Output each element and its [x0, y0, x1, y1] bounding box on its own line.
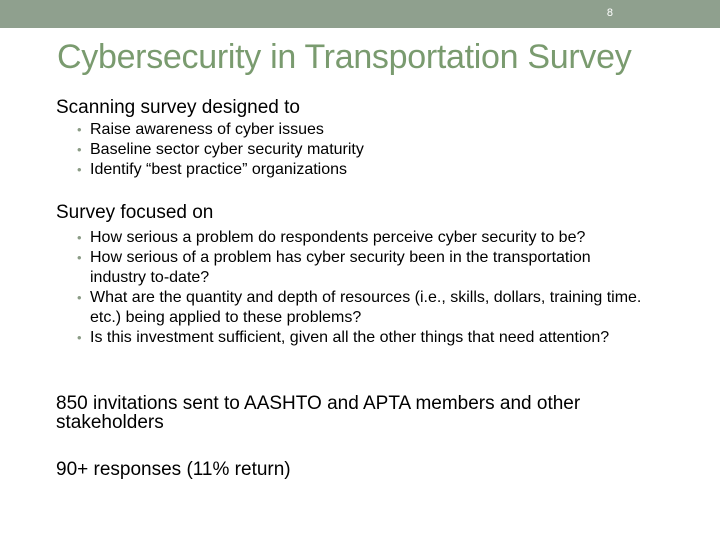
bullet-text: Is this investment sufficient, given all the other things that need attention?: [90, 329, 610, 346]
scanning-heading: Scanning survey designed to: [56, 97, 300, 118]
responses-text: 90+ responses (11% return): [56, 459, 291, 480]
bullet-icon: •: [77, 142, 82, 157]
list-item: [76, 288, 660, 328]
bullet-text: Raise awareness of cyber issues: [90, 121, 324, 138]
slide-title: Cybersecurity in Transportation Survey: [57, 38, 632, 76]
bullet-icon: •: [77, 330, 82, 345]
bullet-text: How serious a problem do respondents perceive cyber security to be?: [90, 229, 586, 246]
bullet-icon: •: [77, 162, 82, 177]
list-item: [76, 160, 676, 180]
bullet-text: Baseline sector cyber security maturity: [90, 141, 364, 158]
scanning-bullet-list: [76, 120, 676, 180]
list-item: [76, 328, 650, 348]
bullet-icon: •: [77, 230, 82, 245]
bullet-text: How serious of a problem has cyber security been in the transportation industry to-date?: [90, 249, 591, 286]
list-item: [76, 248, 595, 288]
focus-heading: Survey focused on: [56, 202, 214, 223]
bullet-text: Identify “best practice” organizations: [90, 161, 348, 178]
focus-bullet-list: [76, 228, 696, 348]
list-item: [76, 228, 696, 248]
bullet-icon: •: [77, 122, 82, 137]
list-item: [76, 140, 676, 160]
bullet-icon: •: [77, 290, 82, 305]
slide-number: 8: [606, 7, 613, 19]
list-item: [76, 120, 676, 140]
invitations-text: 850 invitations sent to AASHTO and APTA members and other stakeholders: [56, 393, 581, 433]
header-bar: [0, 0, 720, 28]
bullet-text: What are the quantity and depth of resources (i.e., skills, dollars, training time. etc.) being applied to these problems?: [90, 289, 642, 326]
bullet-icon: •: [77, 250, 82, 265]
